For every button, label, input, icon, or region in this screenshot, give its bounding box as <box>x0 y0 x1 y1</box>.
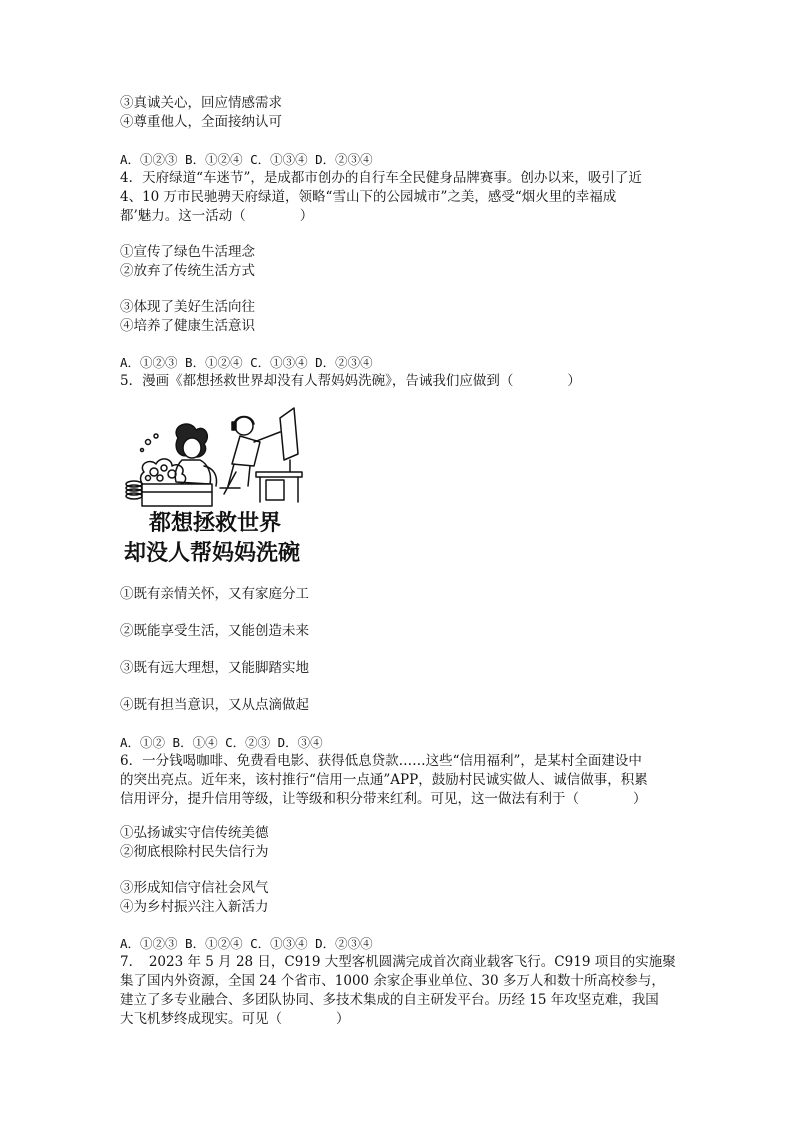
q4-choice-1: ①宣传了绿色牛活理念 <box>120 244 255 260</box>
q7-stem-line-4: 大飞机梦终成现实。可见（ ） <box>120 1011 350 1027</box>
q6-choice-3: ③形成知信守信社会风气 <box>120 880 269 896</box>
q4-stem-line-3: 都’魅力。这一活动（ ） <box>120 208 314 224</box>
q5-choice-3: ③既有远大理想，又能脚踏实地 <box>120 660 309 676</box>
q5-choice-4: ④既有担当意识，又从点滴做起 <box>120 697 309 713</box>
cartoon-caption-1: 都想拯救世界 <box>148 511 282 536</box>
cartoon-image <box>120 402 310 570</box>
q4-options: A．①②③ B．①②④ C．①③④ D．②③④ <box>120 355 373 370</box>
q7-stem-line-2: 集了国内外资源，全国 24 个省市、1000 余家企事业单位、30 多万人和数十所高校参与， <box>120 973 665 989</box>
q5-options: A．①② B．①④ C．②③ D．③④ <box>120 735 323 750</box>
q6-stem-line-3: 信用评分，提升信用等级，让等级和积分带来红利。可见，这一做法有利于（ ） <box>120 791 647 807</box>
q4-stem-line-2: 4、10 万市民驰骋天府绿道，领略“雪山下的公园城市”之美，感受“烟火里的幸福成 <box>120 189 617 205</box>
q6-choice-4: ④为乡村振兴注入新活力 <box>120 899 269 915</box>
q6-choice-1: ①弘扬诚实守信传统美德 <box>120 825 269 841</box>
q5-choice-1: ①既有亲情关怀，又有家庭分工 <box>120 586 309 602</box>
q6-stem-line-2: 的突出亮点。近年来，该村推行“信用一点通”APP，鼓励村民诚实做人、诚信做事，积累 <box>120 772 648 788</box>
q5-stem-line-1: 5．漫画《都想拯救世界却没有人帮妈妈洗碗》，告诫我们应做到（ ） <box>120 373 581 389</box>
q3-options: A．①②③ B．①②④ C．①③④ D．②③④ <box>120 152 373 167</box>
q4-choice-2: ②放弃了传统生活方式 <box>120 263 255 279</box>
q6-choice-2: ②彻底根除村民失信行为 <box>120 844 269 860</box>
q4-choice-3: ③体现了美好生活向往 <box>120 299 255 315</box>
q4-stem-line-1: 4．天府绿道“车迷节”，是成都市创办的自行车全民健身品牌赛事。创办以来，吸引了近 <box>120 170 642 186</box>
q7-stem-line-1: 7． 2023 年 5 月 28 日，C919 大型客机圆满完成首次商业载客飞行。C919 项目的实施聚 <box>120 954 676 970</box>
q6-stem-line-1: 6．一分钱喝咖啡、免费看电影、获得低息贷款……这些“信用福利”，是某村全面建设中 <box>120 753 642 769</box>
q7-stem-line-3: 建立了多专业融合、多团队协同、多技术集成的自主研发平台。历经 15 年攻坚克难，我国 <box>120 992 659 1008</box>
cartoon-caption-2: 却没人帮妈妈洗碗 <box>123 541 301 566</box>
q4-choice-4: ④培养了健康生活意识 <box>120 318 255 334</box>
cartoon-drawing <box>120 402 310 570</box>
q5-choice-2: ②既能享受生活，又能创造未来 <box>120 623 309 639</box>
q3-choice-4: ④尊重他人，全面接纳认可 <box>120 114 282 130</box>
q3-choice-3: ③真诚关心，回应情感需求 <box>120 95 282 111</box>
q6-options: A．①②③ B．①②④ C．①③④ D．②③④ <box>120 936 373 951</box>
